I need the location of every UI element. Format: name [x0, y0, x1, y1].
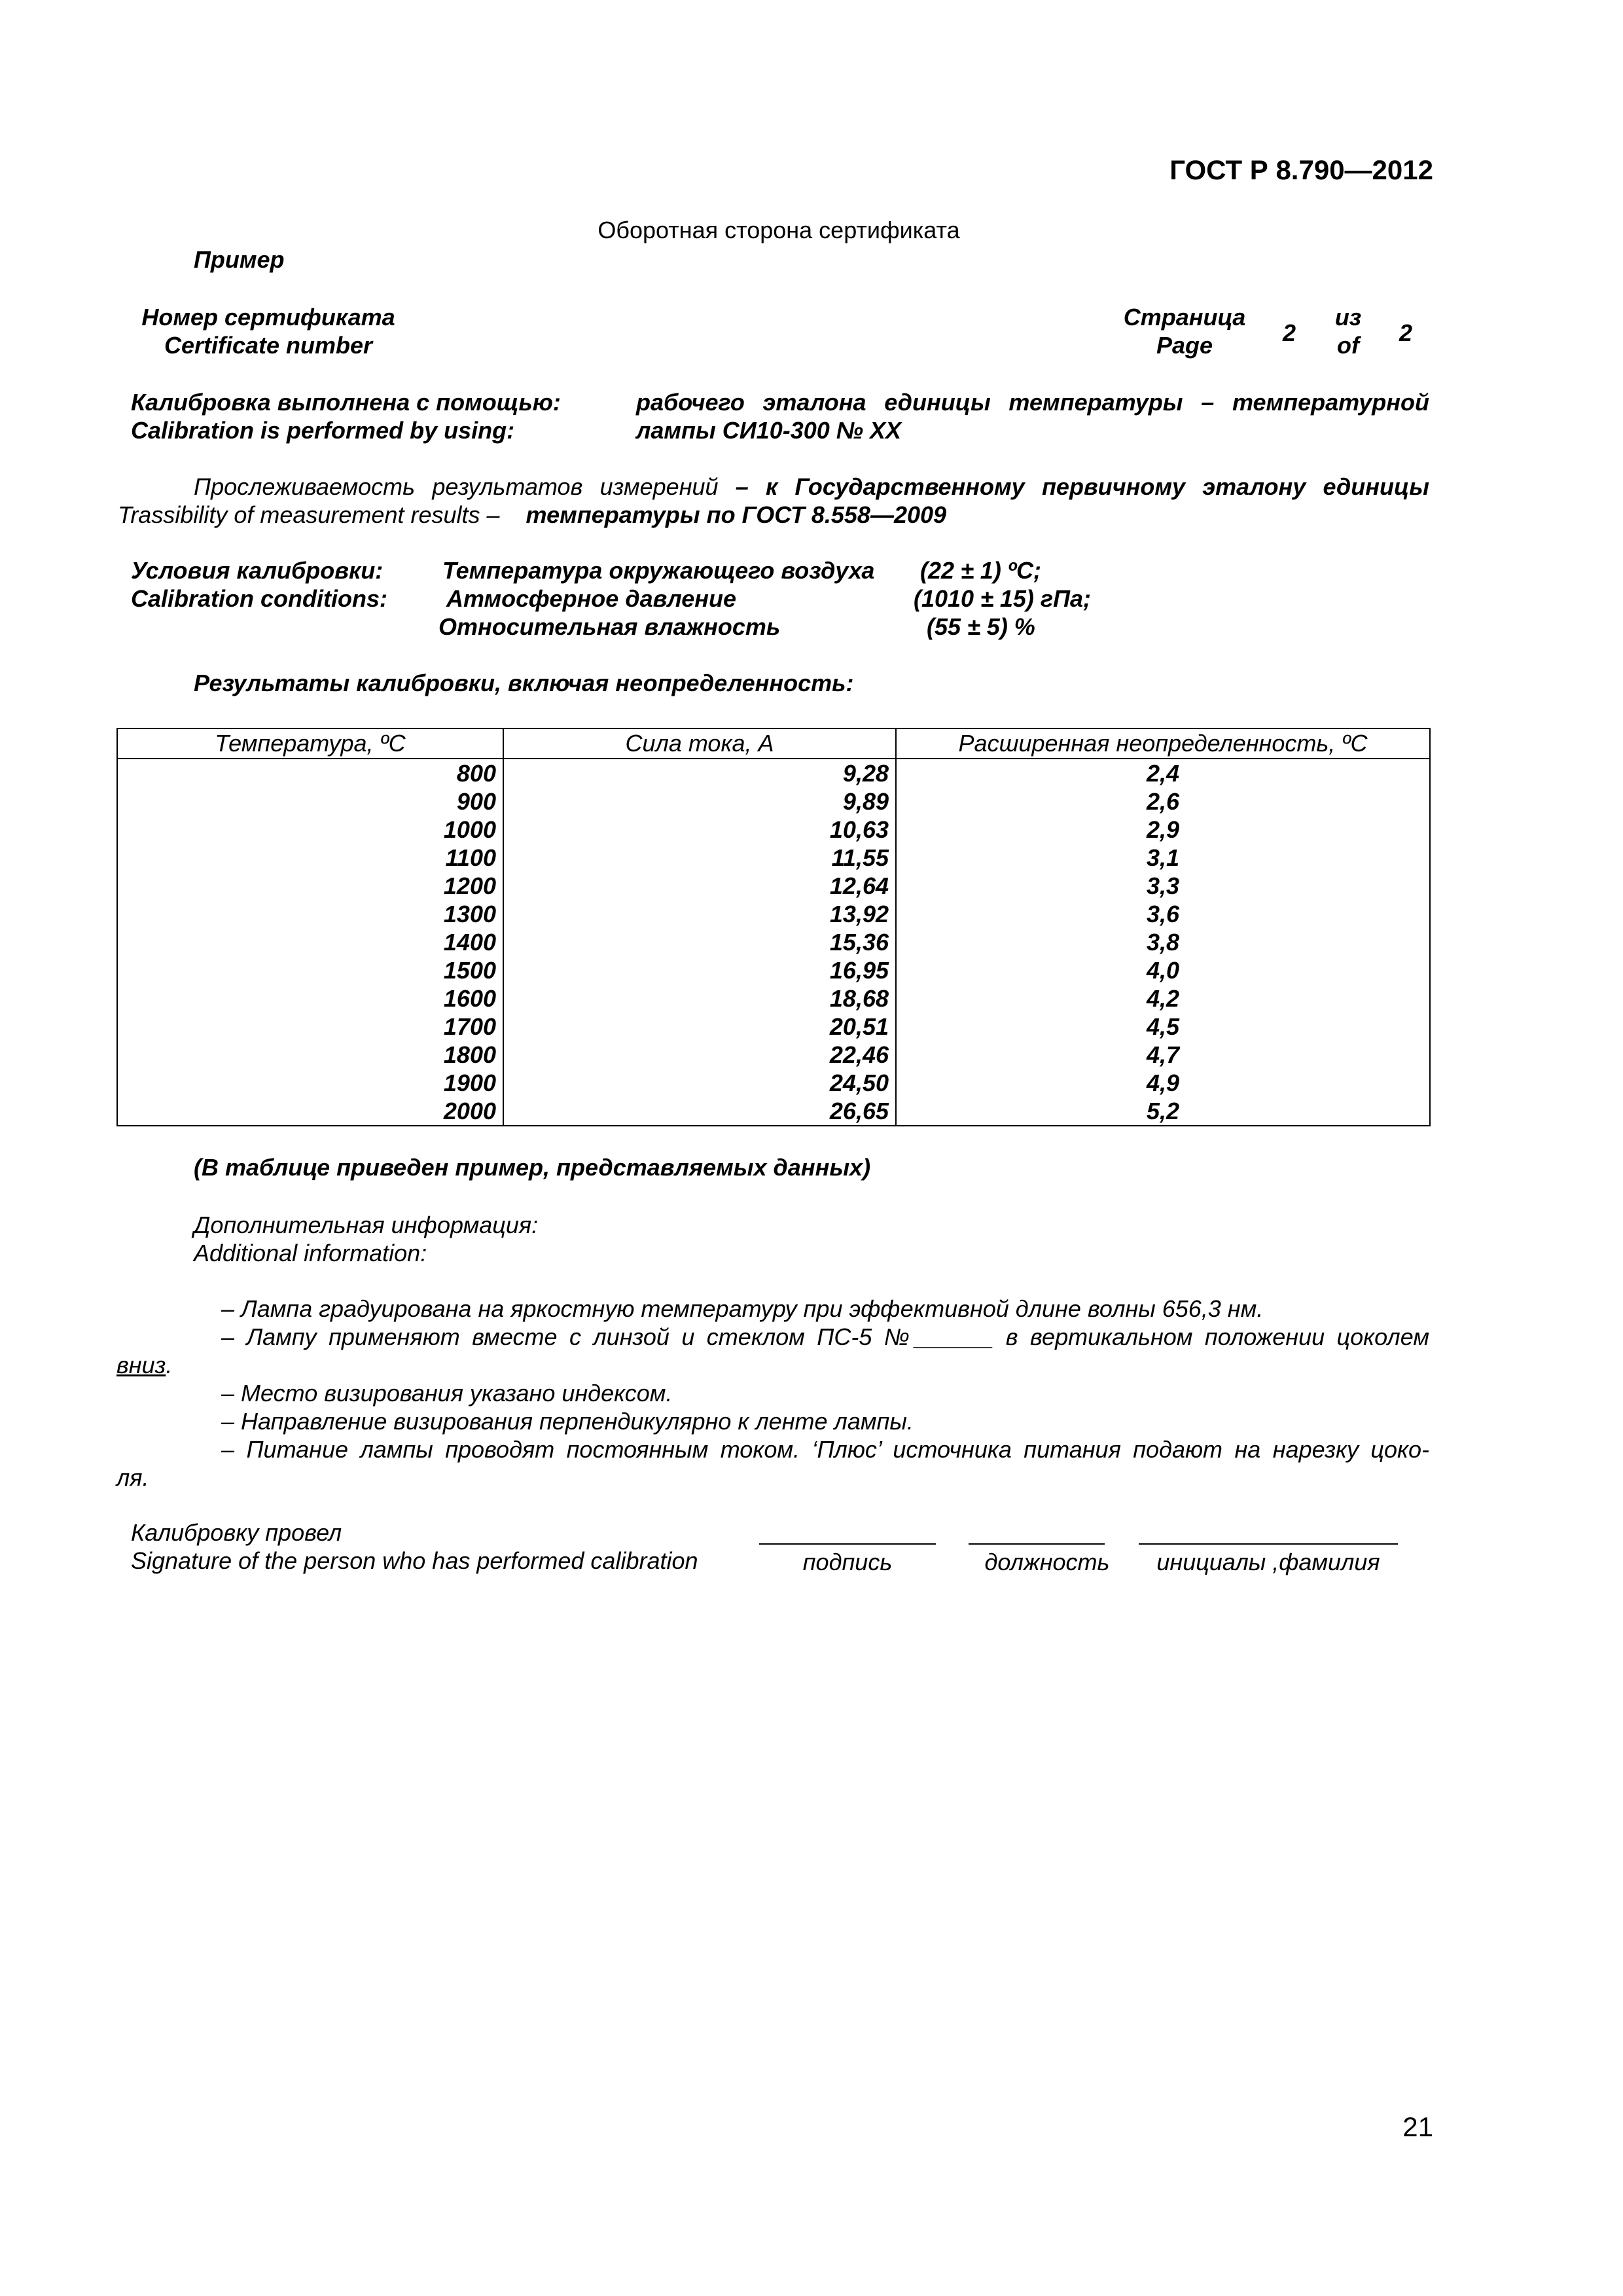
traceability-line1 — [118, 473, 1429, 501]
traceability-line2 — [118, 501, 1429, 529]
uncertainty-cell: 4,2 — [896, 984, 1430, 1013]
current-cell: 15,36 — [503, 928, 896, 956]
traceability — [118, 473, 1429, 529]
example-label: Пример — [194, 246, 285, 273]
uncertainty-cell: 3,8 — [896, 928, 1430, 956]
table-note: (В таблице приведен пример, представляемых данных) — [194, 1154, 871, 1181]
additional-info-list — [116, 1295, 1429, 1492]
certificate-number-ru: Номер сертификата — [141, 304, 395, 331]
list-item: – Место визирования указано индексом. — [221, 1380, 673, 1407]
uncertainty-cell: 4,7 — [896, 1041, 1430, 1069]
additional-info-ru: Дополнительная информация: — [194, 1211, 539, 1238]
word: измерений — [599, 473, 719, 500]
uncertainty-cell: 3,3 — [896, 872, 1430, 900]
page-title: Оборотная сторона сертификата — [597, 217, 960, 243]
temperature-cell: 1500 — [117, 956, 503, 984]
table-row — [117, 759, 1430, 787]
additional-info-label — [194, 1211, 538, 1267]
temperature-cell: 1000 — [117, 816, 503, 844]
uncertainty-cell: 2,9 — [896, 816, 1430, 844]
current-cell: 18,68 — [503, 984, 896, 1013]
current-cell: 10,63 — [503, 816, 896, 844]
calibration-by-line1 — [636, 388, 1429, 416]
table-row — [117, 1013, 1430, 1041]
table-row — [117, 928, 1430, 956]
temperature-cell: 900 — [117, 787, 503, 816]
calibration-by-en: Calibration is performed by using: — [131, 417, 515, 444]
temperature-cell: 1200 — [117, 872, 503, 900]
current-cell: 11,55 — [503, 844, 896, 872]
current-cell: 22,46 — [503, 1041, 896, 1069]
list-item: – Лампу применяют вместе с линзой и стеклом ПС-5 №______ в вертикальном положении цоколем — [221, 1323, 1429, 1350]
uncertainty-cell: 2,6 — [896, 787, 1430, 816]
temperature-cell: 1700 — [117, 1013, 503, 1041]
temperature-value: (22 ± 1) ºС; — [920, 557, 1041, 584]
word: результатов — [432, 473, 583, 500]
position-caption: должность — [984, 1549, 1110, 1575]
word: единицы — [1323, 473, 1429, 500]
calibration-by-ru: Калибровка выполнена с помощью: — [131, 389, 561, 416]
column-header-temperature: Температура, ºС — [117, 728, 503, 759]
page-current: 2 — [1283, 319, 1296, 346]
current-cell: 26,65 — [503, 1097, 896, 1126]
uncertainty-cell: 3,1 — [896, 844, 1430, 872]
table-row — [117, 1097, 1430, 1126]
page-total: 2 — [1399, 319, 1413, 346]
column-header-current: Сила тока, А — [503, 728, 896, 759]
list-item-continuation: ля. — [116, 1464, 149, 1491]
word: – — [1201, 389, 1215, 416]
table-row — [117, 1041, 1430, 1069]
word: эталона — [762, 389, 866, 416]
uncertainty-cell: 2,4 — [896, 759, 1430, 787]
table-row — [117, 1069, 1430, 1097]
signature-label-en: Signature of the person who has performed calibration — [131, 1547, 698, 1575]
results-table — [116, 728, 1431, 1126]
current-cell: 9,89 — [503, 787, 896, 816]
uncertainty-cell: 4,5 — [896, 1013, 1430, 1041]
table-row — [117, 844, 1430, 872]
temperature-cell: 1900 — [117, 1069, 503, 1097]
table-row — [117, 956, 1430, 984]
uncertainty-cell: 4,9 — [896, 1069, 1430, 1097]
temperature-cell: 1300 — [117, 900, 503, 928]
uncertainty-cell: 3,6 — [896, 900, 1430, 928]
word: – — [735, 473, 749, 500]
list-item — [116, 1351, 1429, 1379]
temperature-cell: 1800 — [117, 1041, 503, 1069]
humidity-label: Относительная влажность — [438, 613, 781, 640]
signature-line — [759, 1543, 936, 1545]
signature-caption: подпись — [802, 1549, 893, 1575]
current-cell: 16,95 — [503, 956, 896, 984]
table-row — [117, 787, 1430, 816]
word: Прослеживаемость — [194, 473, 416, 500]
of-label-ru: из — [1334, 304, 1362, 331]
temperature-cell: 2000 — [117, 1097, 503, 1126]
current-cell: 9,28 — [503, 759, 896, 787]
word: единицы — [884, 389, 991, 416]
signature-label-ru: Калибровку провел — [131, 1519, 342, 1546]
standard-number: ГОСТ Р 8.790—2012 — [1169, 154, 1433, 185]
current-cell: 12,64 — [503, 872, 896, 900]
temperature-label: Температура окружающего воздуха — [442, 557, 875, 584]
table-header-row — [117, 728, 1430, 759]
word: эталону — [1202, 473, 1306, 500]
list-item: – Питание лампы проводят постоянным током. ‘Плюс’ источника питания подают на нарезку цоко- — [221, 1436, 1429, 1463]
table-row — [117, 872, 1430, 900]
temperature-cell: 1400 — [117, 928, 503, 956]
calibration-by-label — [131, 388, 561, 444]
temperature-cell: 1600 — [117, 984, 503, 1013]
results-title: Результаты калибровки, включая неопределенность: — [194, 670, 854, 696]
name-line — [1139, 1543, 1398, 1545]
word: Государственному — [794, 473, 1025, 500]
page-label-en: Page — [1156, 332, 1213, 359]
page-number: 21 — [1402, 2111, 1433, 2142]
signature-label — [131, 1518, 698, 1575]
current-cell: 24,50 — [503, 1069, 896, 1097]
conditions-label-ru: Условия калибровки: — [131, 557, 383, 584]
list-item-period: . — [166, 1352, 173, 1378]
temperature-cell: 1100 — [117, 844, 503, 872]
certificate-number-label — [118, 303, 419, 359]
traceability-standard: температуры по ГОСТ 8.558—2009 — [526, 501, 947, 529]
additional-info-en: Additional information: — [194, 1240, 427, 1267]
traceability-en: Trassibility of measurement results – — [118, 501, 500, 529]
word: рабочего — [636, 389, 745, 416]
current-cell: 20,51 — [503, 1013, 896, 1041]
uncertainty-cell: 5,2 — [896, 1097, 1430, 1126]
name-caption: инициалы ,фамилия — [1156, 1549, 1380, 1575]
table-row — [117, 900, 1430, 928]
list-item: – Направление визирования перпендикулярно к ленте лампы. — [221, 1408, 914, 1435]
page-label-ru: Страница — [1123, 304, 1246, 331]
uncertainty-cell: 4,0 — [896, 956, 1430, 984]
calibration-by-line2: лампы СИ10-300 № ХХ — [636, 417, 902, 444]
pressure-label: Атмосферное давление — [446, 585, 737, 612]
word: температурной — [1232, 389, 1429, 416]
humidity-value: (55 ± 5) % — [927, 613, 1035, 640]
word: первичному — [1041, 473, 1186, 500]
of-label-en: of — [1337, 332, 1359, 359]
list-item-continuation: вниз — [116, 1352, 166, 1378]
temperature-cell: 800 — [117, 759, 503, 787]
table-row — [117, 984, 1430, 1013]
word: температуры — [1008, 389, 1183, 416]
certificate-number-en: Certificate number — [164, 332, 373, 359]
calibration-by-value — [636, 388, 1429, 444]
column-header-uncertainty: Расширенная неопределенность, ºС — [896, 728, 1430, 759]
word: к — [766, 473, 778, 500]
current-cell: 13,92 — [503, 900, 896, 928]
table-row — [117, 816, 1430, 844]
conditions-label-en: Calibration conditions: — [131, 585, 387, 612]
pressure-value: (1010 ± 15) гПа; — [914, 585, 1091, 612]
position-line — [969, 1543, 1105, 1545]
list-item: – Лампа градуирована на яркостную температуру при эффективной длине волны 656,3 нм. — [221, 1295, 1264, 1322]
